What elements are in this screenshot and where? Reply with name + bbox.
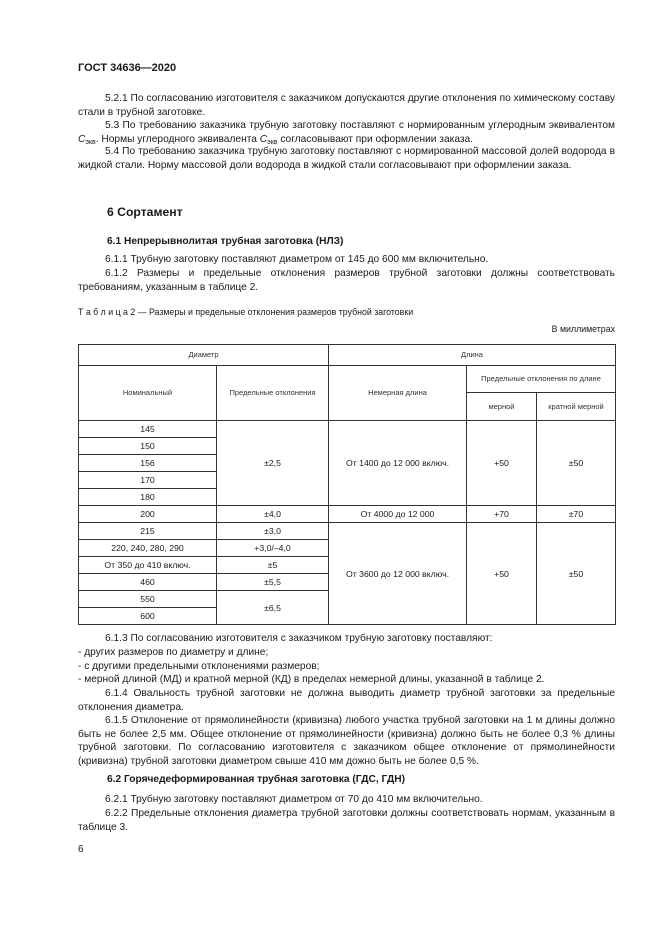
paragraph-5-2-1: 5.2.1 По согласованию изготовителя с заказчиком допускаются другие отклонения по химическому составу стали в трубной заготовке. [78, 93, 615, 118]
table-cell: 150 [79, 438, 217, 455]
header-diameter: Диаметр [79, 345, 329, 366]
table-cell: +70 [467, 506, 537, 523]
table-cell: 215 [79, 523, 217, 540]
table-cell: От 4000 до 12 000 [329, 506, 467, 523]
table-cell: От 1400 до 12 000 включ. [329, 421, 467, 506]
table-2-caption [78, 307, 413, 317]
table-2-units: В миллиметрах [551, 324, 615, 334]
table-2 [78, 344, 616, 625]
table-cell: 145 [79, 421, 217, 438]
section-6-title: 6 Сортамент [107, 205, 183, 219]
carbon-equivalent-subscript: экв [267, 138, 278, 146]
table-cell: 170 [79, 472, 217, 489]
table-cell: 200 [79, 506, 217, 523]
list-item: - с другими предельными отклонениями размеров; [78, 661, 320, 672]
table-cell: 550 [79, 591, 217, 608]
paragraph-6-2-2: 6.2.2 Предельные отклонения диаметра трубной заготовки должны соответствовать нормам, указанным в таблице 3. [78, 808, 615, 833]
table-cell: ±5,5 [217, 574, 329, 591]
section-6-2-title: 6.2 Горячедеформированная трубная заготовка (ГДС, ГДН) [107, 774, 406, 785]
table-cell: 156 [79, 455, 217, 472]
header-random-length: Немерная длина [329, 366, 467, 421]
paragraph-6-1-1: 6.1.1 Трубную заготовку поставляют диаметром от 145 до 600 мм включительно. [105, 254, 489, 265]
table-cell: 600 [79, 608, 217, 625]
paragraph-5-3-part3: согласовывают при оформлении заказа. [277, 133, 474, 145]
paragraph-6-1-5: 6.1.5 Отклонение от прямолинейности (кривизна) любого участка трубной заготовки на 1 м длины должно быть не более 2,5 мм. Общее отклонение от прямолинейности (кривизна) должно быть не более 0,3 % длины трубной заготовки. По согласованию изготовителя с заказчиком общее отклонение от прямолинейности (кривизна) трубной заготовки диаметром свыше 410 мм дожно быть не более 0,5 %. [78, 715, 615, 767]
paragraph-6-1-2: 6.1.2 Размеры и предельные отклонения размеров трубной заготовки должны соответствовать требованиям, указанным в таблице 2. [78, 268, 615, 293]
table-cell: +3,0/–4,0 [217, 540, 329, 557]
list-item: - других размеров по диаметру и длине; [78, 647, 269, 658]
table-cell: От 3600 до 12 000 включ. [329, 523, 467, 625]
table-cell: 460 [79, 574, 217, 591]
section-6-1-title: 6.1 Непрерывнолитая трубная заготовка (НЛЗ) [107, 236, 344, 247]
paragraph-5-3-part1: 5.3 По требованию заказчика трубную заготовку поставляют с нормированным углеродным эквивалентом [105, 120, 615, 131]
paragraph-5-4: 5.4 По требованию заказчика трубную заготовку поставляют с нормированной массовой долей водорода в жидкой стали. Норму массовой доли водорода в жидкой стали согласовывают при оформлении заказа. [78, 146, 615, 171]
table-cell: ±5 [217, 557, 329, 574]
table-caption-text: 2 — Размеры и предельные отклонения размеров трубной заготовки [130, 307, 414, 317]
table-cell: ±3,0 [217, 523, 329, 540]
header-length: Длина [329, 345, 616, 366]
carbon-equivalent-symbol: С [259, 133, 268, 145]
list-item: - мерной длиной (МД) и кратной мерной (КД) в пределах немерной длины, указанной в таблице 2. [78, 674, 545, 685]
table-cell: +50 [467, 523, 537, 625]
table-cell: ±50 [537, 523, 616, 625]
carbon-equivalent-subscript: экв [85, 138, 96, 146]
table-cell: От 350 до 410 включ. [79, 557, 217, 574]
paragraph-6-2-1: 6.2.1 Трубную заготовку поставляют диаметром от 70 до 410 мм включительно. [105, 794, 483, 805]
document-header: ГОСТ 34636—2020 [78, 62, 177, 74]
header-nominal: Номинальный [79, 366, 217, 421]
table-cell: ±2,5 [217, 421, 329, 506]
table-caption-label: Т а б л и ц а [78, 307, 128, 317]
table-cell: 180 [79, 489, 217, 506]
table-cell: ±50 [537, 421, 616, 506]
carbon-equivalent-symbol: С [78, 133, 86, 145]
table-cell: +50 [467, 421, 537, 506]
table-cell: ±4,0 [217, 506, 329, 523]
header-limit-deviations: Предельные отклонения [217, 366, 329, 421]
header-measured: мерной [467, 393, 537, 421]
table-cell: ±70 [537, 506, 616, 523]
header-length-deviations: Предельные отклонения по длине [467, 366, 616, 393]
table-cell: 220, 240, 280, 290 [79, 540, 217, 557]
header-multiple: кратной мерной [537, 393, 616, 421]
paragraph-5-3-part2: . Нормы углеродного эквивалента [95, 133, 260, 145]
paragraph-6-1-4: 6.1.4 Овальность трубной заготовки не должна выводить диаметр трубной заготовки за предельные отклонения диаметра. [78, 688, 615, 713]
paragraph-6-1-3: 6.1.3 По согласованию изготовителя с заказчиком трубную заготовку поставляют: [105, 633, 493, 644]
page-number: 6 [78, 844, 84, 855]
table-cell: ±6,5 [217, 591, 329, 625]
